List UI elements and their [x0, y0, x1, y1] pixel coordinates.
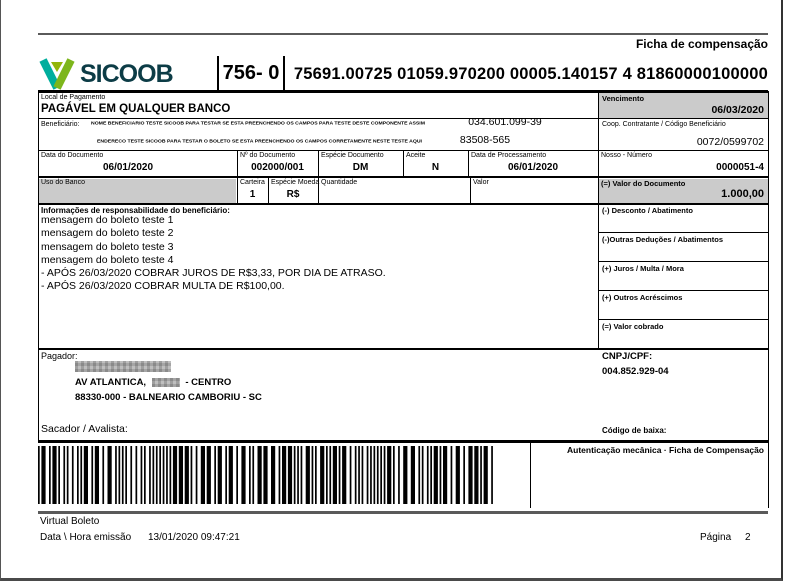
- nosso-numero-value: 0000051-4: [716, 162, 764, 173]
- outros-acrescimos-label: (+) Outros Acréscimos: [602, 293, 683, 302]
- sicoob-logo-icon: [38, 57, 76, 90]
- digitable-line: 75691.00725 01059.970200 00005.140157 4 81860000100000: [293, 65, 768, 83]
- instrucoes-line: - APÓS 26/03/2020 COBRAR JUROS DE R$3,33, POR DIA DE ATRASO.: [41, 267, 386, 279]
- bank-code: 756- 0: [222, 62, 280, 84]
- footer-emission-value: 13/01/2020 09:47:21: [148, 532, 240, 543]
- instrucoes-label: Informações de responsabilidade do beneficiário:: [41, 206, 230, 215]
- beneficiario-cep: 83508-565: [459, 134, 511, 146]
- cnpj-value: 004.852.929-04: [602, 366, 669, 377]
- local-pagamento-value: PAGÁVEL EM QUALQUER BANCO: [41, 103, 231, 115]
- beneficiario-documento: 034.601.099-39: [468, 116, 542, 128]
- cnpj-label: CNPJ/CPF:: [602, 351, 653, 362]
- quantidade-label: Quantidade: [321, 179, 358, 186]
- valor-documento-label: (=) Valor do Documento: [601, 179, 686, 188]
- pagador-address-line2: 88330-000 - BALNEARIO CAMBORIU - SC: [75, 392, 262, 403]
- autenticacao-divider: [530, 442, 531, 508]
- codigo-baixa-label: Código de baixa:: [602, 426, 667, 435]
- table-right-border: [768, 91, 769, 508]
- valor-cobrado-label: (=) Valor cobrado: [602, 322, 664, 331]
- aceite-value: N: [431, 162, 440, 173]
- instrucoes-line: mensagem do boleto teste 2: [41, 227, 174, 239]
- footer-rule: [38, 511, 768, 514]
- data-processamento-value: 06/01/2020: [507, 162, 559, 173]
- juros-label: (+) Juros / Multa / Mora: [602, 264, 684, 273]
- instrucoes-line: mensagem do boleto teste 4: [41, 254, 174, 266]
- stack-div2: [598, 261, 768, 262]
- barcode: [38, 446, 496, 504]
- instrucoes-line: - APÓS 26/03/2020 COBRAR MULTA DE R$100,00.: [41, 280, 285, 292]
- data-documento-label: Data do Documento: [41, 152, 104, 159]
- beneficiario-label: Beneficiário:: [41, 121, 80, 128]
- footer-product: Virtual Boleto: [40, 516, 100, 527]
- right-column-divider: [598, 91, 599, 348]
- coop-contratante-value: 0072/0599702: [696, 136, 764, 148]
- autenticacao-label: Autenticação mecânica · Ficha de Compensação: [567, 445, 764, 455]
- uso-banco-label: Uso do Banco: [41, 179, 85, 186]
- stack-div3: [598, 290, 768, 291]
- instrucoes-line: mensagem do boleto teste 3: [41, 241, 174, 253]
- data-processamento-label: Data de Processamento: [471, 152, 547, 159]
- footer-page-label: Página: [700, 532, 732, 543]
- instrucoes-line: mensagem do boleto teste 1: [41, 214, 174, 226]
- especie-documento-label: Espécie Documento: [321, 152, 384, 159]
- pagador-number-redacted: [152, 378, 180, 387]
- bank-name: SICOOB: [80, 60, 173, 88]
- sacador-label: Sacador / Avalista:: [41, 423, 128, 435]
- row3-divider: [38, 176, 768, 178]
- beneficiario-address-line: ENDERECO TESTE SICOOB PARA TESTAR O BOLETO SE ESTA PREENCHENDO OS CAMPOS CORRETAMENTE NESTE TESTE AQUI: [97, 138, 422, 144]
- especie-moeda-label: Espécie Moeda: [271, 179, 320, 186]
- pagador-name-redacted: [75, 361, 171, 372]
- local-pagamento-label: Local de Pagamento: [41, 94, 106, 101]
- vencimento-value: 06/03/2020: [711, 104, 764, 116]
- beneficiario-name-line: NOME BENEFICIARIO TESTE SICOOB PARA TESTAR SE ESTA PREENCHENDO OS CAMPOS PARA TESTE DESTE COMPONENTE ASSIM: [91, 120, 425, 126]
- stack-div4: [598, 319, 768, 320]
- vencimento-label: Vencimento: [602, 94, 645, 103]
- aceite-label: Aceite: [406, 152, 426, 159]
- footer-page-number: 2: [745, 532, 751, 543]
- row4-divider: [38, 203, 768, 205]
- valor-label: Valor: [473, 179, 489, 186]
- desconto-label: (-) Desconto / Abatimento: [602, 206, 693, 215]
- footer-emission-label: Data \ Hora emissão: [40, 532, 132, 543]
- carteira-value: 1: [249, 189, 256, 200]
- outras-deducoes-label: (-)Outras Deduções / Abatimentos: [602, 235, 723, 244]
- row1-divider: [38, 118, 768, 119]
- nosso-numero-label: Nosso - Número: [601, 152, 652, 159]
- body-bottom-divider: [38, 348, 768, 350]
- pagador-street: AV ATLANTICA,: [75, 377, 147, 388]
- pagador-address-line1: [75, 377, 231, 388]
- pagador-district: - CENTRO: [185, 377, 232, 388]
- table-left-border: [38, 91, 39, 440]
- page-title: Ficha de compensação: [635, 37, 768, 51]
- data-documento-value: 06/01/2020: [102, 162, 154, 173]
- numero-documento-value: 002000/001: [251, 162, 304, 173]
- carteira-label: Carteira: [240, 179, 265, 186]
- pagador-bottom-rule: [38, 440, 768, 443]
- row4-v4: [470, 178, 471, 203]
- top-rule: [38, 33, 768, 35]
- bank-code-divider-right: [283, 56, 285, 90]
- numero-documento-label: Nº do Documento: [240, 152, 296, 159]
- especie-documento-value: DM: [352, 162, 369, 173]
- valor-documento-value: 1.000,00: [721, 188, 764, 200]
- stack-div1: [598, 232, 768, 233]
- coop-contratante-label: Coop. Contratante / Código Beneficiário: [602, 121, 726, 128]
- pagador-label: Pagador:: [41, 351, 78, 361]
- especie-moeda-value: R$: [286, 189, 300, 200]
